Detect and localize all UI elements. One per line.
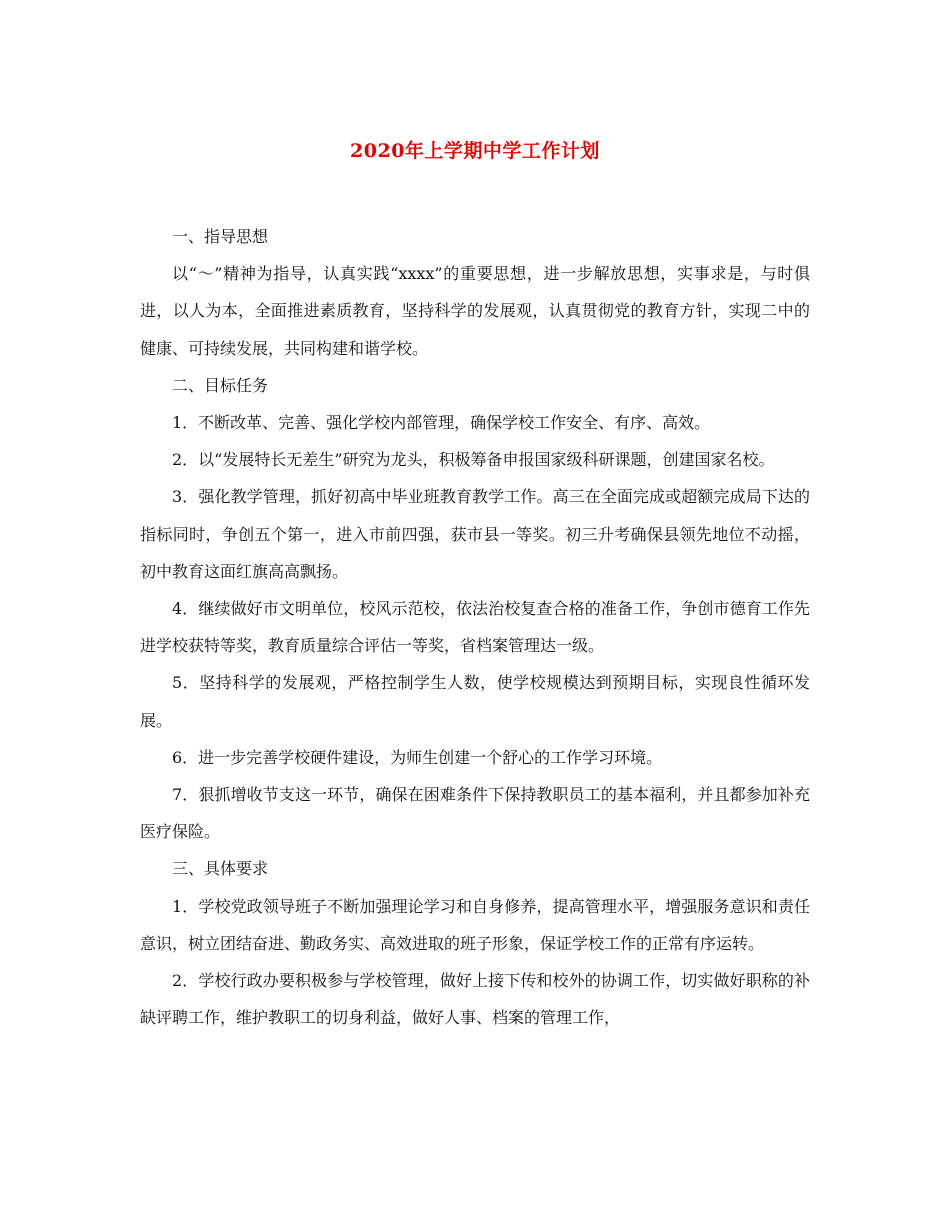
- list-item: 4．继续做好市文明单位，校风示范校，依法治校复查合格的准备工作，争创市德育工作先进学校获特等奖，教育质量综合评估一等奖，省档案管理达一级。: [140, 599, 810, 656]
- list-item: 5．坚持科学的发展观，严格控制学生人数，使学校规模达到预期目标，实现良性循环发展。: [140, 673, 810, 730]
- list-item: 1．学校党政领导班子不断加强理论学习和自身修养，提高管理水平，增强服务意识和责任意识，树立团结奋进、勤政务实、高效进取的班子形象，保证学校工作的正常有序运转。: [140, 896, 810, 953]
- section-heading-guiding-ideology: 一、指导思想: [172, 227, 269, 246]
- document-body: [140, 218, 810, 1036]
- list-item: 1．不断改革、完善、强化学校内部管理，确保学校工作安全、有序、高效。: [172, 413, 711, 433]
- list-item: 2．学校行政办要积极参与学校管理，做好上接下传和校外的协调工作，切实做好职称的补缺评聘工作，维护教职工的切身利益，做好人事、档案的管理工作，: [140, 971, 810, 1028]
- list-item: 2．以“发展特长无差生”研究为龙头，积极筹备申报国家级科研课题，创建国家名校。: [172, 450, 775, 470]
- list-item: 7．狠抓增收节支这一环节，确保在困难条件下保持教职员工的基本福利，并且都参加补充医疗保险。: [140, 785, 810, 842]
- list-item: 3．强化教学管理，抓好初高中毕业班教育教学工作。高三在全面完成或超额完成局下达的指标同时，争创五个第一，进入市前四强，获市县一等奖。初三升考确保县领先地位不动摇，初中教育这面红旗高高飘扬。: [140, 487, 810, 581]
- section-heading-requirements: 三、具体要求: [172, 859, 269, 879]
- document-title: 2020年上学期中学工作计划: [350, 140, 600, 162]
- list-item: 6．进一步完善学校硬件建设，为师生创建一个舒心的工作学习环境。: [172, 747, 663, 767]
- section-heading-goals: 二、目标任务: [172, 375, 269, 395]
- paragraph: 以“～”精神为指导，认真实践“xxxx”的重要思想，进一步解放思想，实事求是，与时俱进，以人为本，全面推进素质教育，坚持科学的发展观，认真贯彻党的教育方针，实现二中的健康、可持续发展，共同构建和谐学校。: [140, 264, 810, 358]
